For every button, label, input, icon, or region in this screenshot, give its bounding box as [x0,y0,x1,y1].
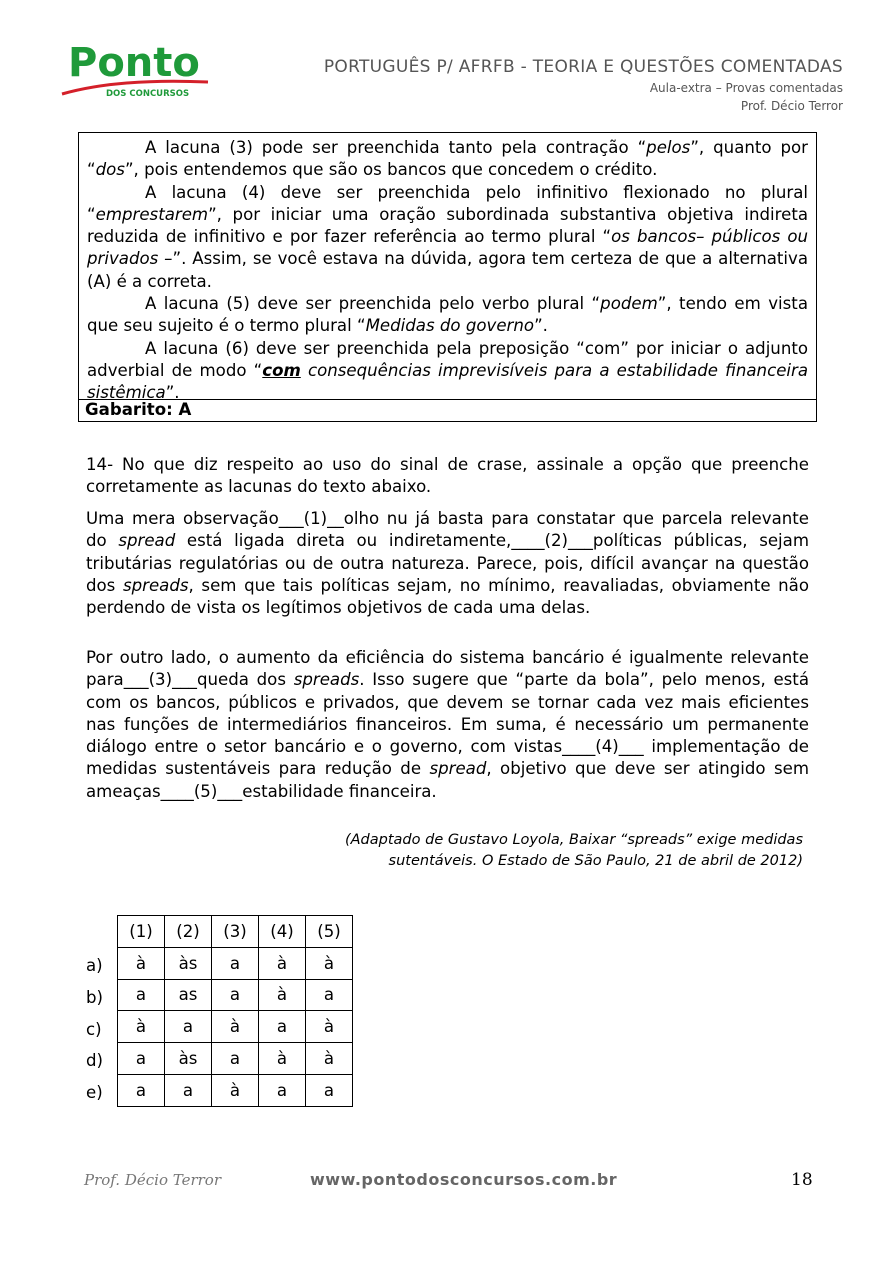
commentary-paragraph-1: A lacuna (3) pode ser preenchida tanto pela contração “pelos”, quanto por “dos”, pois entendemos que são os bancos que concedem o crédito. [87,138,808,180]
table-cell: a [118,1074,165,1106]
table-cell: à [118,947,165,979]
table-cell: à [212,1074,259,1106]
table-cell: as [165,979,212,1011]
option-row-a [118,947,353,979]
commentary-paragraph-3: A lacuna (5) deve ser preenchida pelo verbo plural “podem”, tendo em vista que seu sujeito é o termo plural “Medidas do governo”. [87,294,808,336]
table-cell: à [212,1011,259,1043]
column-header: (4) [259,916,306,948]
option-row-d [118,1043,353,1075]
options-header-row [118,916,353,948]
table-cell: a [212,1043,259,1075]
logo-subtext: DOS CONCURSOS [106,89,190,99]
footer-author: Prof. Décio Terror [84,1171,222,1189]
table-cell: à [259,1043,306,1075]
citation: (Adaptado de Gustavo Loyola, Baixar “spreads” exige medidas sutentáveis. O Estado de São Paulo, 21 de abril de 2012) [344,832,803,869]
option-letters [86,950,103,1109]
table-cell: à [306,1043,353,1075]
table-cell: a [165,1074,212,1106]
table-cell: às [165,947,212,979]
column-header: (3) [212,916,259,948]
option-row-c [118,1011,353,1043]
table-cell: a [118,979,165,1011]
commentary-text [79,133,816,401]
table-cell: a [212,947,259,979]
option-letter: e) [86,1083,103,1103]
header-subtitle: Aula-extra – Provas comentadas [649,81,843,95]
option-letter: d) [86,1051,104,1071]
logo-text: Ponto [68,40,200,86]
question-text-paragraph-1: Uma mera observação___(1)__olho nu já basta para constatar que parcela relevante do spread está ligada direta ou indiretamente,____(2)___políticas públicas, sejam tributárias regulatórias ou de outra natureza. Parece, pois, difícil avançar na questão dos spreads, sem que tais políticas sejam, no mínimo, reavaliadas, obviamente não perdendo de vista os legítimos objetivos de cada uma delas. [86,509,809,618]
ponto-logo [58,38,218,102]
table-cell: à [306,947,353,979]
question-prompt: 14- No que diz respeito ao uso do sinal de crase, assinale a opção que preenche corretamente as lacunas do texto abaixo. [86,455,809,497]
answer-key-label: Gabarito [85,400,167,419]
header-author: Prof. Décio Terror [740,99,843,113]
commentary-box [78,132,817,422]
table-cell: a [306,1074,353,1106]
table-cell: a [306,979,353,1011]
footer-url[interactable]: www.pontodosconcursos.com.br [310,1170,618,1189]
table-cell: a [259,1011,306,1043]
column-header: (5) [306,916,353,948]
table-cell: às [165,1043,212,1075]
table-cell: à [306,1011,353,1043]
option-letter: a) [86,956,103,975]
commentary-paragraph-2: A lacuna (4) deve ser preenchida pelo infinitivo flexionado no plural “emprestarem”, por iniciar uma oração subordinada substantiva objetiva indireta reduzida de infinitivo e por fazer referência ao termo plural “os bancos– públicos ou privados –”. Assim, se você estava na dúvida, agora tem certeza de que a alternativa (A) é a correta. [87,182,809,291]
table-cell: à [118,1011,165,1043]
column-header: (1) [118,916,165,948]
table-cell: à [259,947,306,979]
question-text-paragraph-2: Por outro lado, o aumento da eficiência do sistema bancário é igualmente relevante para___(3)___queda dos spreads. Isso sugere que “parte da bola”, pelo menos, está com os bancos, públicos e privados, que devem se tornar cada vez mais eficientes nas funções de intermediários financeiros. Em suma, é necessário um permanente diálogo entre o setor bancário e o governo, com vistas____(4)___ implementação de medidas sustentáveis para redução de spread, objetivo que deve ser atingido sem ameaças____(5)___estabilidade financeira. [86,648,809,801]
column-header: (2) [165,916,212,948]
table-cell: a [212,979,259,1011]
options-table [117,915,353,1107]
answer-key-value: : A [166,400,192,419]
header-title: PORTUGUÊS P/ AFRFB - TEORIA E QUESTÕES COMENTADAS [323,57,843,77]
option-letter: c) [86,1019,102,1039]
table-cell: a [118,1043,165,1075]
commentary-paragraph-4: A lacuna (6) deve ser preenchida pela preposição “com” por iniciar o adjunto adverbial de modo “com consequências imprevisíveis para a estabilidade financeira sistêmica”. [87,338,809,403]
answer-key [79,399,816,421]
table-cell: a [165,1011,212,1043]
table-cell: a [259,1074,306,1106]
option-letter: b) [86,987,104,1007]
page-number: 18 [791,1170,813,1190]
option-row-e [118,1074,353,1106]
table-cell: à [259,979,306,1011]
option-row-b [118,979,353,1011]
